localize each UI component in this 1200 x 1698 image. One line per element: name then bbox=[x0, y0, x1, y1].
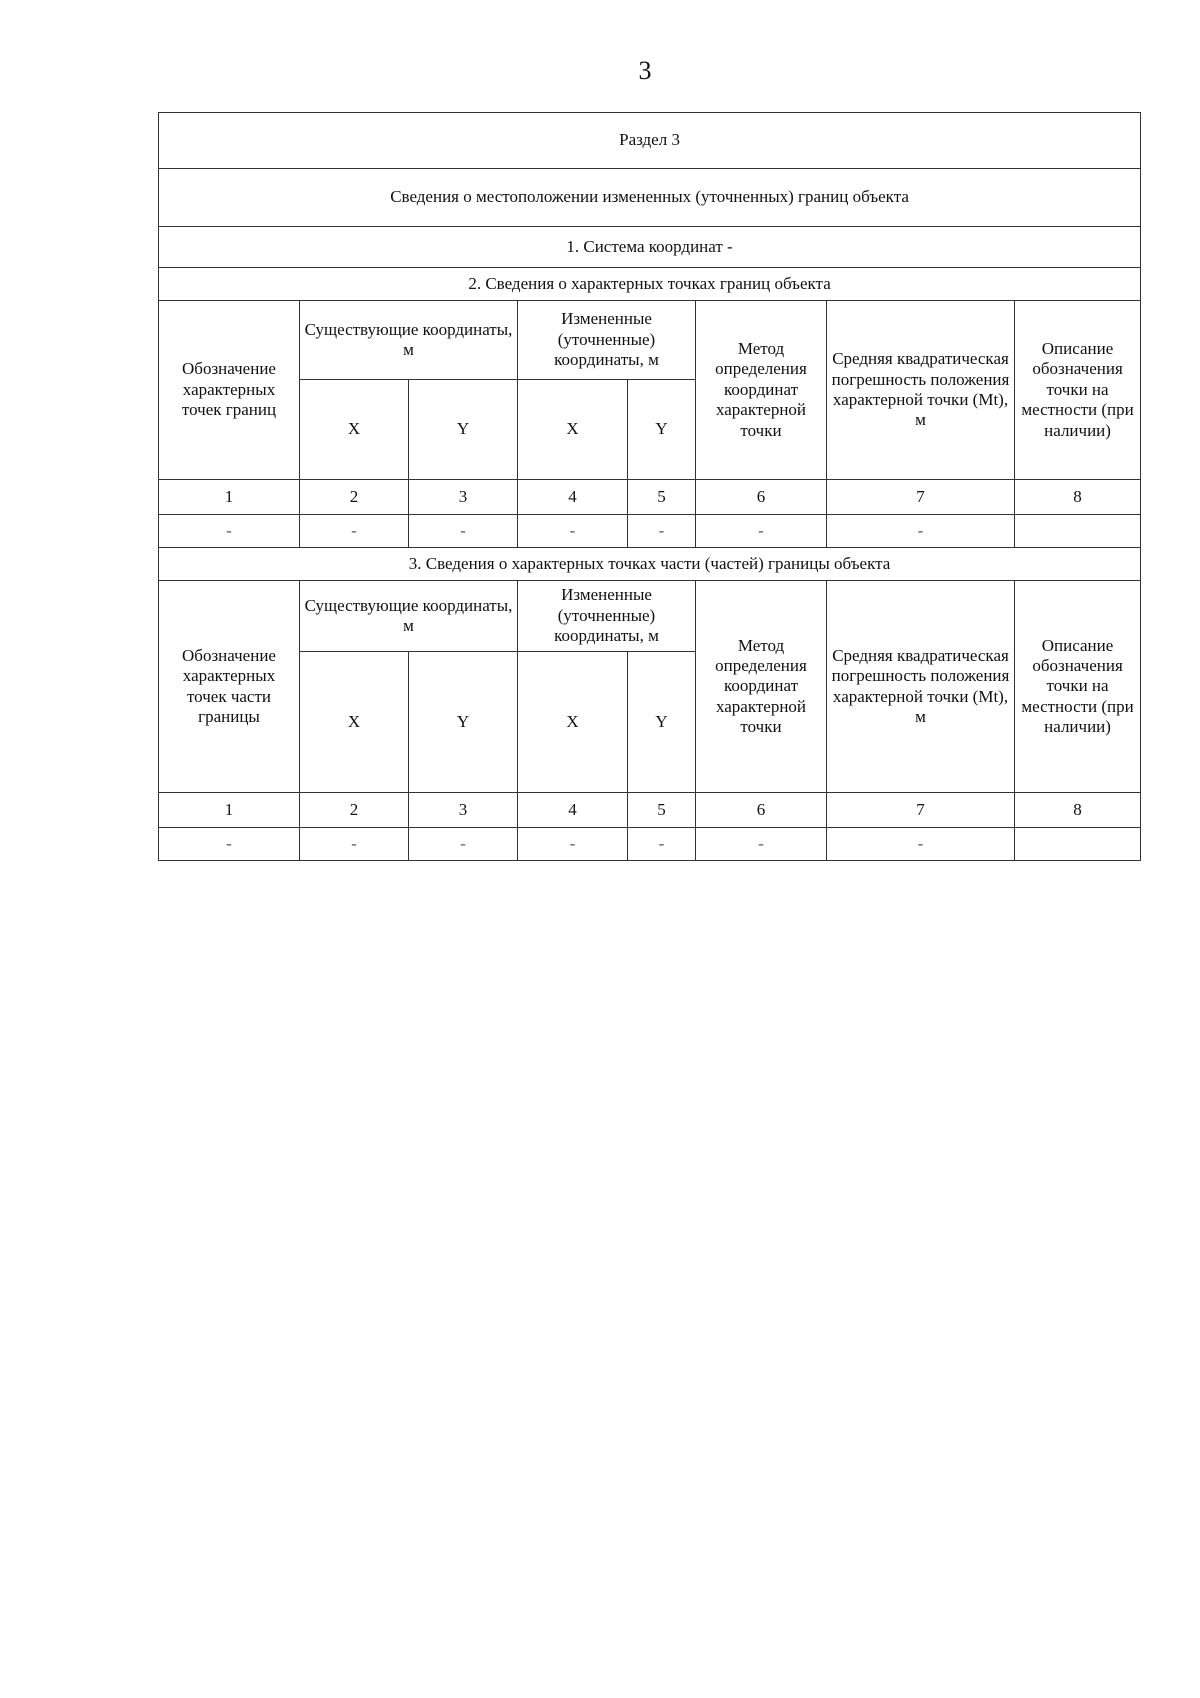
column-number: 5 bbox=[628, 480, 696, 515]
table-cell bbox=[1015, 515, 1141, 548]
table-cell: - bbox=[628, 828, 696, 861]
header-existing-y: Y bbox=[409, 380, 518, 480]
table-cell: - bbox=[827, 515, 1015, 548]
table-row bbox=[159, 828, 1141, 861]
table-cell: - bbox=[518, 515, 628, 548]
column-number: 8 bbox=[1015, 793, 1141, 828]
section-subtitle: Сведения о местоположении измененных (уточненных) границ объекта bbox=[159, 169, 1141, 227]
table-cell: - bbox=[518, 828, 628, 861]
column-number-row bbox=[159, 480, 1141, 515]
column-number: 2 bbox=[300, 793, 409, 828]
header-existing-x: X bbox=[300, 652, 409, 793]
column-number: 1 bbox=[159, 793, 300, 828]
column-number: 7 bbox=[827, 793, 1015, 828]
header-existing-y: Y bbox=[409, 652, 518, 793]
column-number: 4 bbox=[518, 793, 628, 828]
column-number: 5 bbox=[628, 793, 696, 828]
table-cell: - bbox=[159, 515, 300, 548]
header-description: Описание обозначения точки на местности (при наличии) bbox=[1015, 581, 1141, 793]
header-error: Средняя квадратическая погрешность положения характерной точки (Mt), м bbox=[827, 581, 1015, 793]
column-number: 1 bbox=[159, 480, 300, 515]
column-number: 7 bbox=[827, 480, 1015, 515]
table-cell bbox=[1015, 828, 1141, 861]
header-method: Метод определения координат характерной точки bbox=[696, 301, 827, 480]
table-cell: - bbox=[300, 515, 409, 548]
header-changed-coords: Измененные (уточненные) координаты, м bbox=[518, 581, 696, 652]
column-number: 4 bbox=[518, 480, 628, 515]
page-number: 3 bbox=[638, 56, 652, 85]
header-description: Описание обозначения точки на местности (при наличии) bbox=[1015, 301, 1141, 480]
header-existing-x: X bbox=[300, 380, 409, 480]
table-cell: - bbox=[409, 828, 518, 861]
column-number: 3 bbox=[409, 793, 518, 828]
header-changed-y: Y bbox=[628, 652, 696, 793]
table-cell: - bbox=[159, 828, 300, 861]
column-number: 6 bbox=[696, 480, 827, 515]
header-designation: Обозначение характерных точек части границы bbox=[159, 581, 300, 793]
table-cell: - bbox=[300, 828, 409, 861]
item2-heading: 2. Сведения о характерных точках границ объекта bbox=[159, 268, 1141, 301]
header-error: Средняя квадратическая погрешность положения характерной точки (Mt), м bbox=[827, 301, 1015, 480]
header-changed-x: X bbox=[518, 380, 628, 480]
table-cell: - bbox=[696, 828, 827, 861]
header-changed-coords: Измененные (уточненные) координаты, м bbox=[518, 301, 696, 380]
header-existing-coords: Существующие координаты, м bbox=[300, 581, 518, 652]
table-cell: - bbox=[827, 828, 1015, 861]
column-number: 3 bbox=[409, 480, 518, 515]
header-designation: Обозначение характерных точек границ bbox=[159, 301, 300, 480]
column-number: 8 bbox=[1015, 480, 1141, 515]
column-number: 2 bbox=[300, 480, 409, 515]
section-3-table bbox=[158, 112, 1141, 861]
header-changed-y: Y bbox=[628, 380, 696, 480]
item3-heading: 3. Сведения о характерных точках части (частей) границы объекта bbox=[159, 548, 1141, 581]
coordinate-system-line: 1. Система координат - bbox=[159, 227, 1141, 268]
table-cell: - bbox=[409, 515, 518, 548]
table-cell: - bbox=[628, 515, 696, 548]
table-row bbox=[159, 515, 1141, 548]
column-number-row bbox=[159, 793, 1141, 828]
column-number: 6 bbox=[696, 793, 827, 828]
header-method: Метод определения координат характерной точки bbox=[696, 581, 827, 793]
section-title: Раздел 3 bbox=[159, 113, 1141, 169]
header-changed-x: X bbox=[518, 652, 628, 793]
table-cell: - bbox=[696, 515, 827, 548]
header-existing-coords: Существующие координаты, м bbox=[300, 301, 518, 380]
